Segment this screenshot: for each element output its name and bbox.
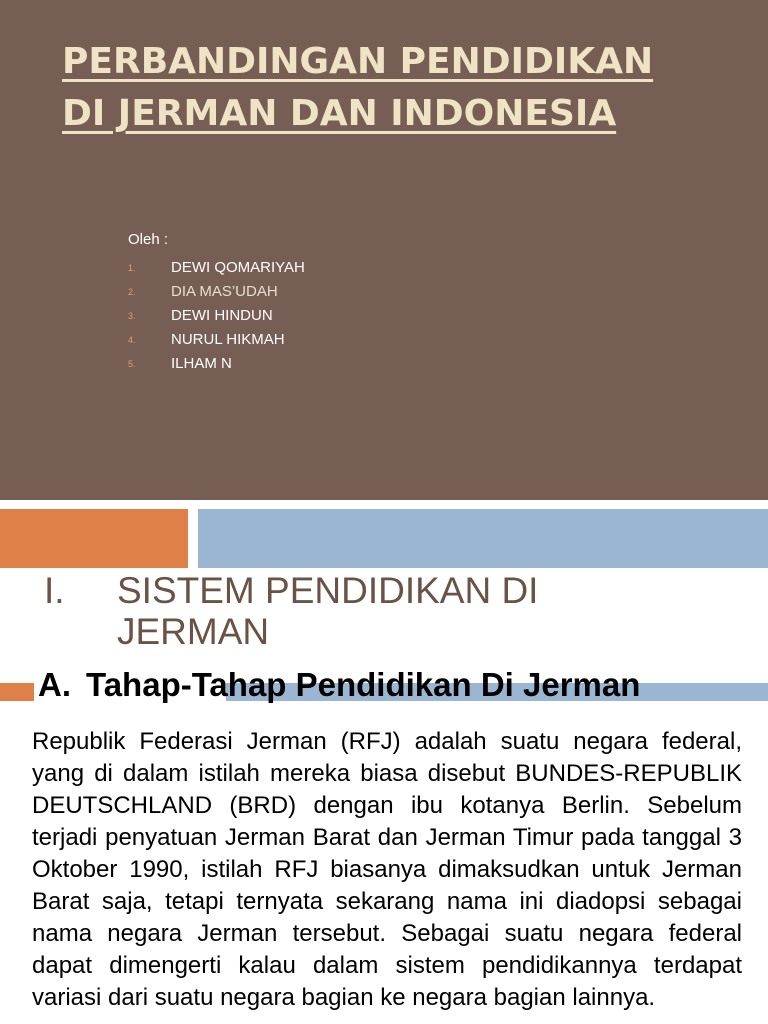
subsection-number: A.: [38, 666, 71, 703]
author-item: [128, 328, 305, 352]
title-line-2: DI JERMAN DAN INDONESIA: [62, 93, 617, 134]
author-name: DIA MAS’UDAH: [171, 283, 278, 300]
author-item: [128, 280, 305, 304]
author-list: [128, 230, 305, 376]
section-number: I.: [44, 570, 65, 611]
orange-accent-strip: [0, 683, 34, 701]
author-name: ILHAM N: [171, 355, 232, 372]
author-name: DEWI HINDUN: [171, 307, 273, 324]
orange-accent-bar: [0, 509, 188, 568]
blue-accent-bar: [198, 509, 768, 568]
author-number: 5.: [128, 359, 136, 369]
author-item: [128, 352, 305, 376]
author-item: [128, 256, 305, 280]
slide-title: [0, 0, 768, 500]
author-name: NURUL HIKMAH: [171, 331, 285, 348]
oleh-label: Oleh :: [128, 231, 169, 248]
section-title: SISTEM PENDIDIKAN DI JERMAN: [117, 570, 539, 652]
author-number: 3.: [128, 311, 136, 321]
subsection-title: Tahap-Tahap Pendidikan Di Jerman: [86, 666, 641, 703]
title-line-1: PERBANDINGAN PENDIDIKAN: [62, 41, 654, 82]
slide-content: [0, 500, 768, 1024]
author-number: 1.: [128, 263, 136, 273]
author-number: 4.: [128, 335, 136, 345]
author-name: DEWI QOMARIYAH: [171, 259, 305, 276]
presentation-title: [62, 36, 722, 140]
author-number: 2.: [128, 287, 136, 297]
body-paragraph: Republik Federasi Jerman (RFJ) adalah suatu negara federal, yang di dalam istilah mereka biasa disebut BUNDES-REPUBLIK DEUTSCHLAND (BRD) dengan ibu kotanya Berlin. Sebelum terjadi penyatuan Jerman Barat dan Jerman Timur pada tanggal 3 Oktober 1990, istilah RFJ biasanya dimaksudkan untuk Jerman Barat saja, tetapi ternyata sekarang nama ini diadopsi sebagai nama negara Jerman tersebut. Sebagai suatu negara federal dapat dimengerti kalau dalam sistem pendidikannya terdapat variasi dari suatu negara bagian ke negara bagian lainnya.: [32, 728, 742, 1011]
author-item: [128, 304, 305, 328]
